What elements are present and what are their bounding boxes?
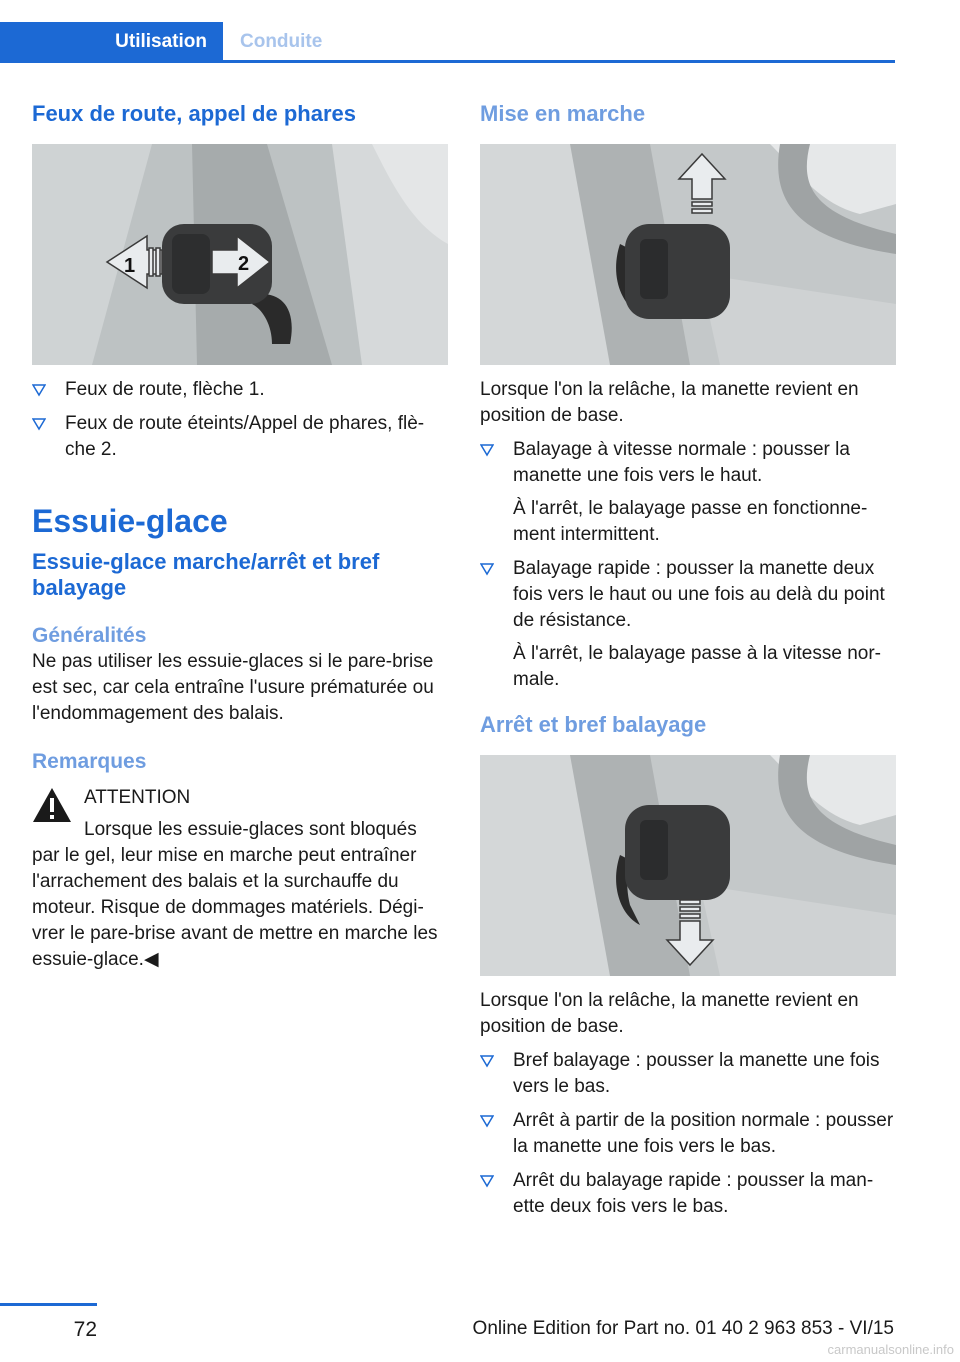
heading-mise-en-marche: Mise en marche	[480, 101, 646, 126]
list-item: Bref balayage : pousser la manette une fois vers le bas.	[480, 1048, 896, 1100]
triangle-bullet-icon	[480, 562, 494, 576]
triangle-bullet-icon	[32, 383, 46, 397]
mise-release-text: Lorsque l'on la relâche, la manette revient en position de base.	[480, 379, 859, 426]
section-title-feux-de-route: Feux de route, appel de phares	[32, 101, 356, 126]
generalites-text: Ne pas utiliser les essuie-glaces si le pare-brise est sec, car cela entraîne l'usure prématurée ou l'endommagement des balais.	[32, 651, 434, 724]
mise-en-marche-list	[480, 437, 896, 693]
tab-utilisation[interactable]: Utilisation	[0, 22, 223, 60]
list-item: Arrêt à partir de la position normale : pousser la manette une fois vers le bas.	[480, 1108, 896, 1160]
left-column	[32, 100, 448, 973]
warning-text: par le gel, leur mise en marche peut entraîner l'arrachement des balais et la surchauffe du moteur. Risque de dommages matériels. Dégivrer le pare-brise avant de mettre en marche les essuie-glace.◀	[32, 845, 438, 970]
list-item: Balayage rapide : pousser la manette deux fois vers le haut ou une fois au delà du point de résistance. À l'arrêt, le balayage passe à la vitesse normale.	[480, 556, 896, 693]
page-number: 72	[73, 1318, 97, 1341]
triangle-bullet-icon	[480, 1114, 494, 1128]
heading-generalites: Généralités	[32, 624, 147, 647]
list-item: Arrêt du balayage rapide : pousser la manette deux fois vers le bas.	[480, 1168, 896, 1220]
edition-info: Online Edition for Part no. 01 40 2 963 853 - VI/15	[472, 1318, 894, 1339]
right-column	[480, 100, 896, 1228]
list-item: Feux de route, flèche 1.	[32, 377, 448, 403]
figure-label-2: 2	[238, 253, 250, 275]
tab-conduite[interactable]: Conduite	[240, 31, 323, 52]
figure-high-beam-lever	[32, 144, 448, 365]
header-divider	[0, 60, 895, 63]
figure-label-1: 1	[124, 255, 136, 277]
footer-divider	[0, 1303, 97, 1306]
heading-wiper-on-off: Essuie-glace marche/arrêt et bref balayage	[32, 549, 380, 600]
warning-title: ATTENTION	[84, 787, 191, 808]
chapter-tabs	[0, 22, 895, 62]
arret-list	[480, 1048, 896, 1220]
warning-box	[32, 785, 448, 973]
heading-arret-bref-balayage: Arrêt et bref balayage	[480, 712, 707, 737]
figure-wiper-down	[480, 755, 896, 976]
heading-remarques: Remarques	[32, 750, 147, 773]
arret-release-text: Lorsque l'on la relâche, la manette revient en position de base.	[480, 990, 859, 1037]
triangle-bullet-icon	[480, 443, 494, 457]
watermark-text: carmanualsonline.info	[827, 1342, 954, 1357]
warning-text-first-line: Lorsque les essuie-glaces sont bloqués	[84, 819, 417, 840]
warning-triangle-icon	[32, 787, 72, 823]
triangle-bullet-icon	[480, 1174, 494, 1188]
list-item: Balayage à vitesse normale : pousser la manette une fois vers le haut. À l'arrêt, le balayage passe en fonctionnement intermittent.	[480, 437, 896, 548]
triangle-bullet-icon	[32, 417, 46, 431]
high-beam-list	[32, 377, 448, 463]
figure-wiper-up	[480, 144, 896, 365]
triangle-bullet-icon	[480, 1054, 494, 1068]
heading-essuie-glace: Essuie-glace	[32, 503, 228, 539]
list-item: Feux de route éteints/Appel de phares, flèche 2.	[32, 411, 448, 463]
